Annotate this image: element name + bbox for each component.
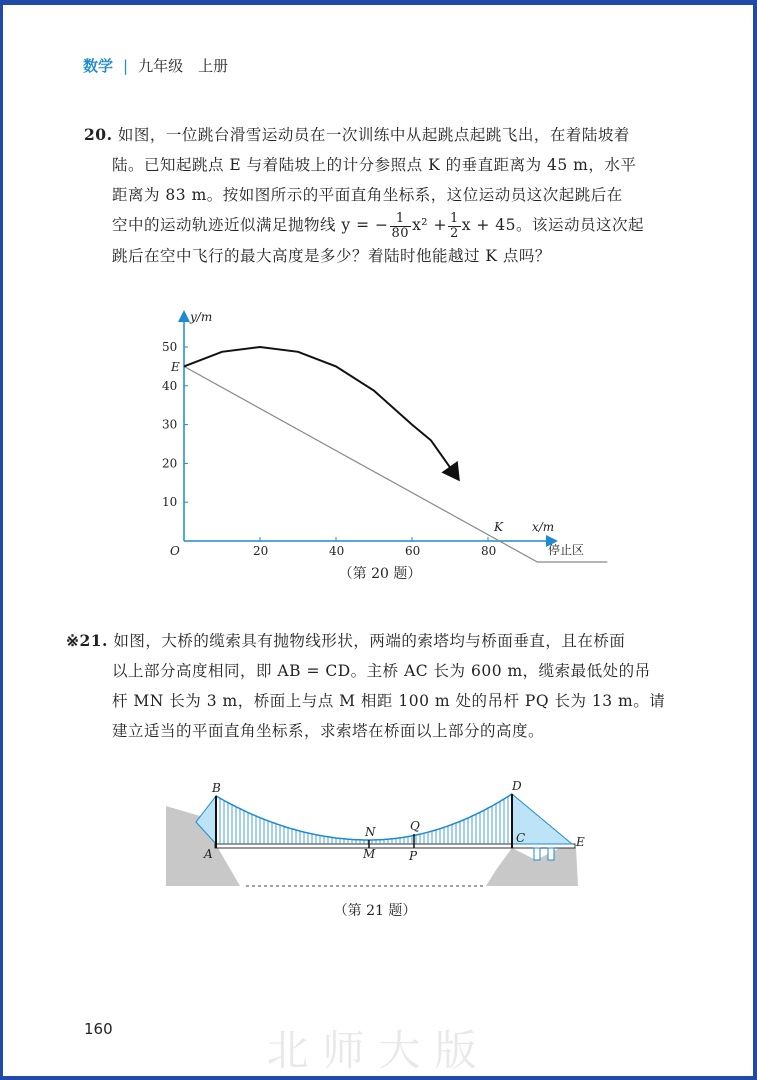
fraction-denominator: 80 xyxy=(391,225,410,241)
page-frame-left xyxy=(0,0,3,1080)
right-pier-2 xyxy=(548,848,554,860)
page-number: 160 xyxy=(84,1020,113,1038)
problem-20-line-4b: x² + xyxy=(412,216,447,234)
problem-20-line-1: 如图，一位跳台滑雪运动员在一次训练中从起跳点起跳飞出，在着陆坡着 xyxy=(117,126,630,144)
problem-21-number: ※21. xyxy=(66,631,108,650)
problem-21-line-1: 如图，大桥的缆索具有抛物线形状，两端的索塔均与桥面垂直，且在桥面 xyxy=(113,632,626,650)
label-c: C xyxy=(516,831,526,845)
landing-slope-line xyxy=(184,366,499,541)
figure-21-caption: （第 21 题） xyxy=(333,903,417,919)
problem-20-line-5: 跳后在空中飞行的最大高度是多少？着陆时他能越过 K 点吗？ xyxy=(112,246,551,265)
x-tick-label: 60 xyxy=(405,544,421,558)
y-tick-label: 10 xyxy=(162,495,178,510)
fraction-denominator: 2 xyxy=(449,225,459,241)
fraction-numerator: 1 xyxy=(449,210,459,226)
origin-label: O xyxy=(170,544,180,558)
label-q: Q xyxy=(410,819,420,833)
x-axis-label: x/m xyxy=(532,520,555,534)
hanger-rods xyxy=(220,797,508,844)
problem-20-line-4a: 空中的运动轨迹近似满足抛物线 y = − xyxy=(112,216,389,234)
fraction-numerator: 1 xyxy=(390,212,412,227)
problem-20-line-4c: x + 45。该运动员这次起 xyxy=(461,216,645,234)
header-separator: | xyxy=(123,57,129,75)
problem-20-line-3: 距离为 83 m。按如图所示的平面直角坐标系，这位运动员这次起跳后在 xyxy=(112,186,623,204)
stop-zone-label: 停止区 xyxy=(548,543,585,557)
x-tick-label: 40 xyxy=(329,544,345,558)
x-tick-label: 20 xyxy=(253,544,269,558)
label-b: B xyxy=(212,781,221,795)
trajectory-parabola xyxy=(184,347,458,478)
fraction-1-2 xyxy=(448,212,461,241)
y-tick-label: 50 xyxy=(162,340,178,354)
label-a: A xyxy=(204,847,213,861)
problem-20 xyxy=(84,120,684,271)
figure-21-bridge xyxy=(160,778,590,893)
header-subject: 数学 xyxy=(83,57,114,75)
header-grade: 九年级 上册 xyxy=(138,57,229,75)
right-bank xyxy=(486,848,578,886)
label-d: D xyxy=(512,779,522,793)
y-tick-label: 40 xyxy=(162,378,178,393)
y-axis-label: y/m xyxy=(190,310,213,324)
publisher-watermark: 北师大版 xyxy=(266,1026,491,1075)
page-frame-top xyxy=(0,0,757,5)
figure-20-caption: （第 20 题） xyxy=(338,566,422,582)
page-frame-right xyxy=(753,0,757,1080)
problem-21 xyxy=(66,626,684,746)
figure-20-chart xyxy=(150,305,610,565)
y-tick-label: 30 xyxy=(162,417,178,432)
x-tick-label: 80 xyxy=(481,544,497,558)
running-header xyxy=(83,55,228,76)
problem-20-number: 20. xyxy=(84,125,113,144)
label-n: N xyxy=(365,825,376,839)
y-tick-label: 20 xyxy=(162,456,178,471)
problem-21-line-3: 杆 MN 长为 3 m，桥面上与点 M 相距 100 m 处的吊杆 PQ 长为 13 m。请 xyxy=(112,692,666,710)
problem-20-line-2: 陆。已知起跳点 E 与着陆坡上的计分参照点 K 的垂直距离为 45 m，水平 xyxy=(112,156,637,174)
fraction-1-80 xyxy=(390,212,412,241)
point-e-label: E xyxy=(171,360,180,374)
point-k-label: K xyxy=(494,520,503,534)
problem-20-line-4 xyxy=(84,210,684,241)
label-p: P xyxy=(409,849,418,863)
right-pier-1 xyxy=(534,848,540,860)
problem-21-line-2: 以上部分高度相同，即 AB = CD。主桥 AC 长为 600 m，缆索最低处的吊 xyxy=(112,662,651,680)
label-m: M xyxy=(363,847,376,861)
problem-21-line-4: 建立适当的平面直角坐标系，求索塔在桥面以上部分的高度。 xyxy=(112,722,545,740)
label-e: E xyxy=(576,835,585,849)
